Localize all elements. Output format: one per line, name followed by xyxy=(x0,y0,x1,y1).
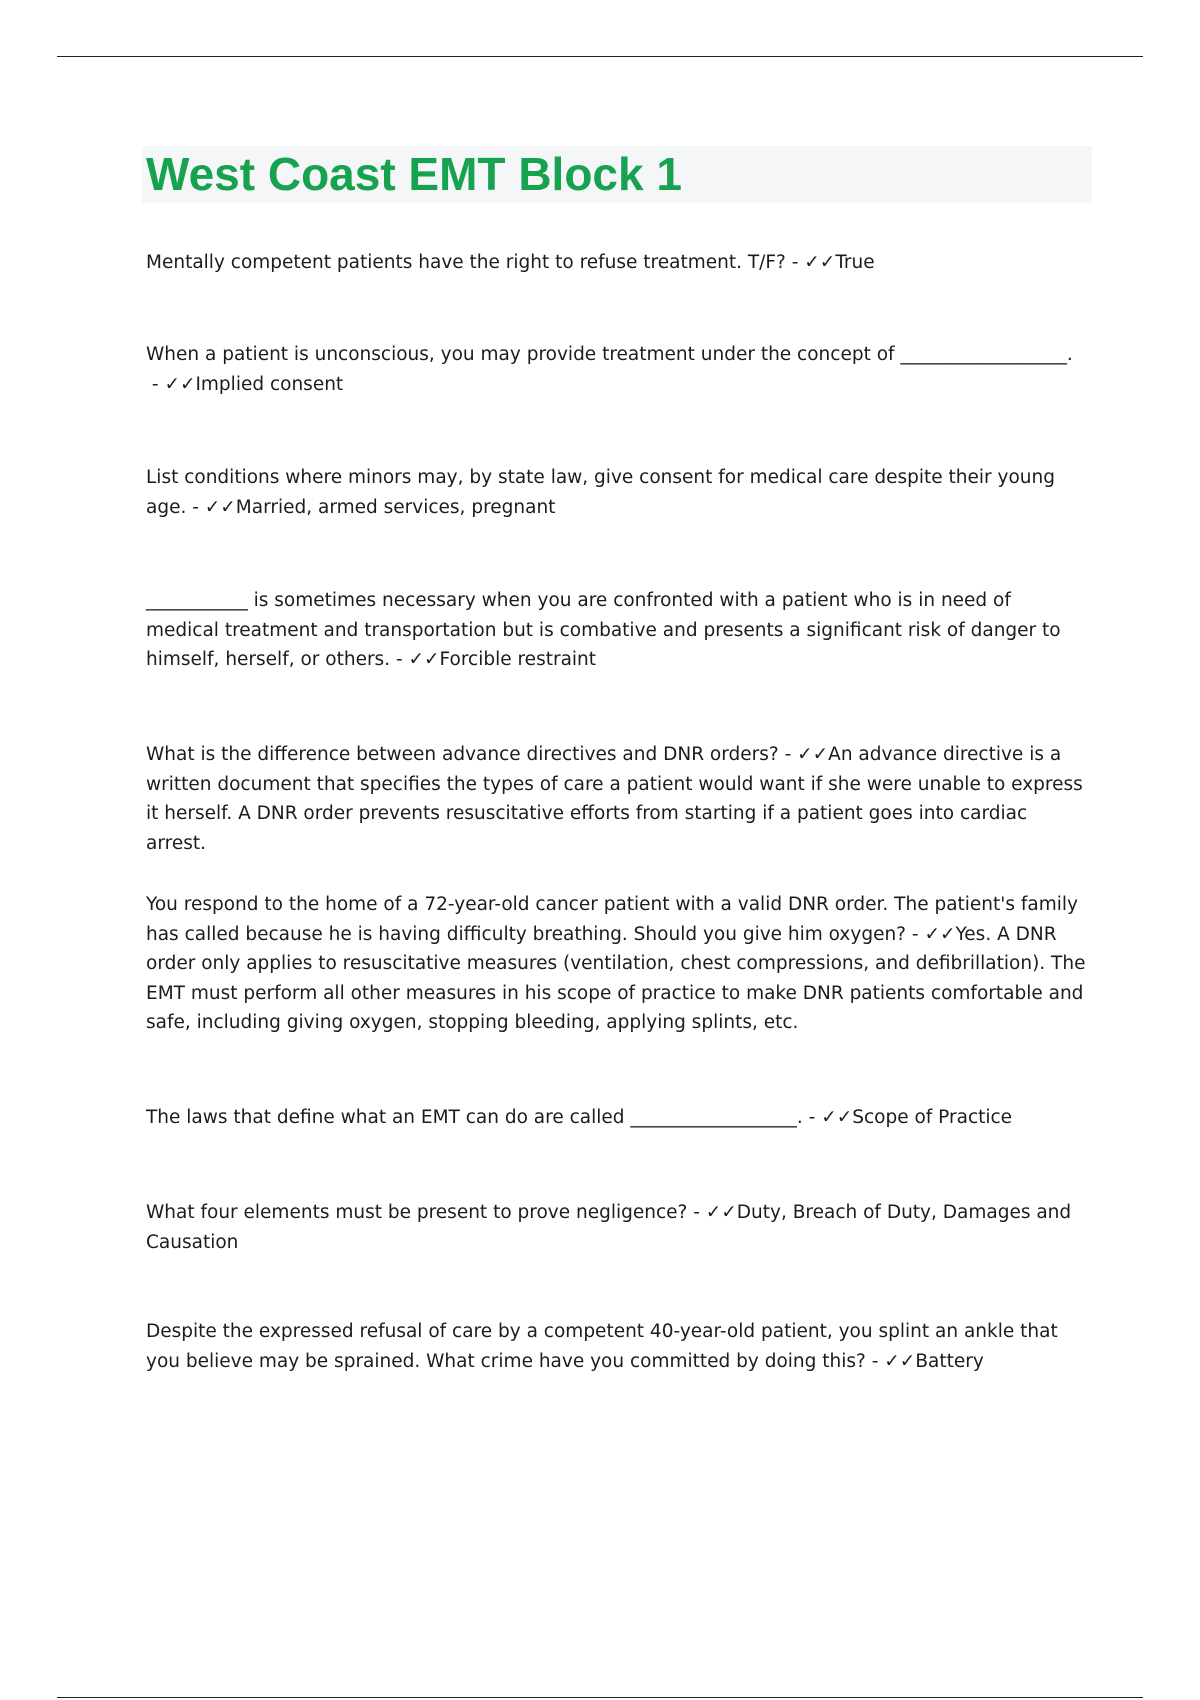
double-checkmark-icon: ✓✓ xyxy=(884,1350,916,1372)
bottom-rule xyxy=(57,1697,1143,1698)
answer-text: Duty, Breach of Duty, Damages and Causation xyxy=(146,1202,1072,1253)
double-checkmark-icon: ✓✓ xyxy=(164,373,196,395)
qa-item-7 xyxy=(146,1103,1086,1133)
qa-item-6 xyxy=(146,890,1086,1038)
qa-item-3 xyxy=(146,463,1086,522)
double-checkmark-icon: ✓✓ xyxy=(408,649,440,670)
answer-text: An advance directive is a written document that specifies the types of care a patient would want if she were unable to express it herself. A DNR order prevents resuscitative efforts from starting if a patient goes into cardiac arrest. xyxy=(146,744,1083,854)
question-text: The laws that define what an EMT can do are called __________________. xyxy=(146,1107,803,1128)
question-text: ___________ is sometimes necessary when you are confronted with a patient who is in need of medical treatment and transportation but is combative and presents a significant risk of danger to himself, herself, or others. xyxy=(146,590,1061,670)
document-title: West Coast EMT Block 1 xyxy=(146,148,682,200)
qa-item-5 xyxy=(146,740,1086,858)
answer-text: Scope of Practice xyxy=(852,1107,1013,1128)
question-text: When a patient is unconscious, you may provide treatment under the concept of __________________. xyxy=(146,344,1073,365)
answer-text: Forcible restraint xyxy=(439,649,597,670)
double-checkmark-icon: ✓✓ xyxy=(705,1202,737,1223)
double-checkmark-icon: ✓✓ xyxy=(821,1107,853,1128)
double-checkmark-icon: ✓✓ xyxy=(924,923,956,945)
qa-item-8 xyxy=(146,1198,1086,1257)
question-text: Despite the expressed refusal of care by a competent 40-year-old patient, you splint an ankle that you believe may be sprained. What crime have you committed by doing this? xyxy=(146,1321,1058,1372)
separator: - xyxy=(785,252,805,273)
answer-text: Battery xyxy=(915,1350,984,1372)
separator: - xyxy=(802,1107,822,1128)
question-text: You respond to the home of a 72-year-old cancer patient with a valid DNR order. The patient's family has called because he is having difficulty breathing. Should you give him oxygen? xyxy=(146,894,1078,945)
answer-text: Married, armed services, pregnant xyxy=(235,496,556,518)
separator: - xyxy=(687,1202,706,1223)
answer-text: True xyxy=(835,252,875,273)
qa-item-1 xyxy=(146,248,1086,278)
separator: - xyxy=(186,496,205,518)
separator: - xyxy=(146,373,165,395)
qa-item-2 xyxy=(146,340,1086,399)
separator: - xyxy=(906,923,925,945)
top-rule xyxy=(57,56,1143,57)
question-text: List conditions where minors may, by state law, give consent for medical care despite their young age. xyxy=(146,467,1055,518)
answer-text: Implied consent xyxy=(195,373,344,395)
separator: - xyxy=(778,744,798,765)
question-text: What four elements must be present to prove negligence? xyxy=(146,1202,688,1223)
qa-item-4 xyxy=(146,586,1086,675)
double-checkmark-icon: ✓✓ xyxy=(797,744,829,765)
double-checkmark-icon: ✓✓ xyxy=(204,496,236,518)
question-text: Mentally competent patients have the right to refuse treatment. T/F? xyxy=(146,252,786,273)
double-checkmark-icon: ✓✓ xyxy=(804,252,836,273)
question-text: What is the difference between advance directives and DNR orders? xyxy=(146,744,779,765)
separator: - xyxy=(390,649,409,670)
answer-text: Yes. A DNR order only applies to resuscitative measures (ventilation, chest compressions, and defibrillation). The EMT must perform all other measures in his scope of practice to make DNR patients comfortable and safe, including giving oxygen, stopping bleeding, applying splints, etc. xyxy=(146,923,1086,1033)
separator: - xyxy=(865,1350,885,1372)
qa-item-9 xyxy=(146,1317,1086,1376)
